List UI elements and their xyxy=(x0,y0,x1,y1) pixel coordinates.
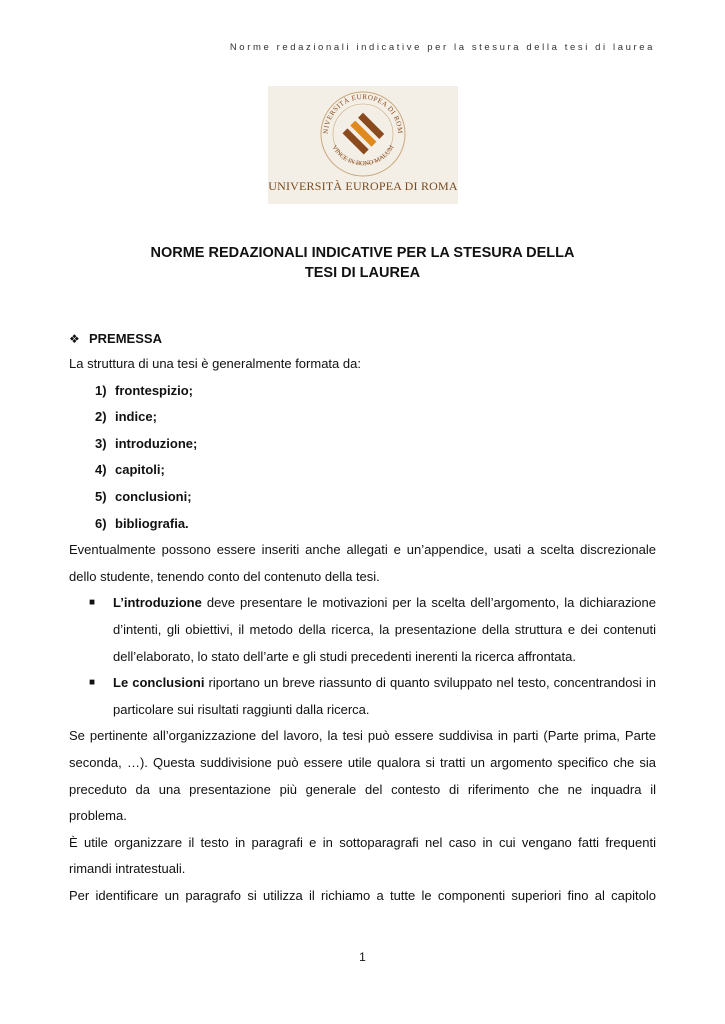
svg-text:UNIVERSITÀ EUROPEA DI ROMA xyxy=(268,86,404,134)
paragraph-eventualmente: Eventualmente possono essere inseriti anche allegati e un’appendice, usati a scelta discrezionale dello studente, tenendo conto del contenuto della tesi. xyxy=(69,542,656,584)
list-item: 2) indice; xyxy=(95,409,157,425)
bullet-list xyxy=(69,590,656,723)
university-logo xyxy=(268,86,458,204)
logo-ring-text: NIVERSITÀ EUROPEA DI ROM xyxy=(321,92,405,135)
section-heading-text: PREMESSA xyxy=(89,330,162,346)
square-bullet-icon: ■ xyxy=(89,677,96,689)
list-item: 6) bibliografia. xyxy=(95,515,189,531)
list-item: 5) conclusioni; xyxy=(95,488,192,504)
list-item: 3) introduzione; xyxy=(95,435,198,451)
paragraph-utile: È utile organizzare il testo in paragrafi e in sottoparagrafi nel caso in cui vengano fatti frequenti rimandi intratestuali. xyxy=(69,834,656,877)
logo-motto: VINCE IN BONO MALUM xyxy=(330,144,396,168)
running-header: Norme redazionali indicative per la stesura della tesi di laurea xyxy=(229,42,655,53)
document-title xyxy=(0,243,725,283)
paragraph-pertinente: Se pertinente all’organizzazione del lavoro, la tesi può essere suddivisa in parti (Parte prima, Parte seconda, …). Questa suddivisione può essere utile qualora si tratti un argomento specifico che sia preceduto da una presentazione più generale del contesto di riferimento che ne inquadra il problema. xyxy=(69,728,656,824)
bullet-item-conclusioni: ■ Le conclusioni riportano un breve riassunto di quanto sviluppato nel testo, concentrandosi in particolare sui risultati raggiunti dalla ricerca. xyxy=(113,670,656,723)
section-heading xyxy=(69,327,656,351)
title-line-2: TESI DI LAUREA xyxy=(304,265,421,281)
list-item: 4) capitoli; xyxy=(95,462,165,478)
page-number: 1 xyxy=(359,950,366,964)
document-body xyxy=(69,327,656,909)
intro-paragraph: La struttura di una tesi è generalmente formata da: xyxy=(69,356,361,371)
logo-university-name: UNIVERSITÀ EUROPEA DI ROMA xyxy=(268,179,458,193)
university-seal-icon xyxy=(268,86,458,186)
paragraph-identificare: Per identificare un paragrafo si utilizza il richiamo a tutte le componenti superiori fino al capitolo xyxy=(69,887,656,903)
structure-list xyxy=(69,378,656,538)
title-line-1: NORME REDAZIONALI INDICATIVE PER LA STESURA DELLA xyxy=(150,245,575,261)
list-item: 1) frontespizio; xyxy=(95,382,193,398)
bullet-item-introduzione: ■ L’introduzione deve presentare le motivazioni per la scelta dell’argomento, la dichiarazione d’intenti, gli obiettivi, il metodo della ricerca, la presentazione della struttura e dei contenuti dell’elaborato, lo stato dell’arte e gli studi precedenti inerenti la ricerca affrontata. xyxy=(113,590,656,670)
diamond-bullet-icon: ❖ xyxy=(69,331,80,346)
square-bullet-icon: ■ xyxy=(89,597,96,609)
